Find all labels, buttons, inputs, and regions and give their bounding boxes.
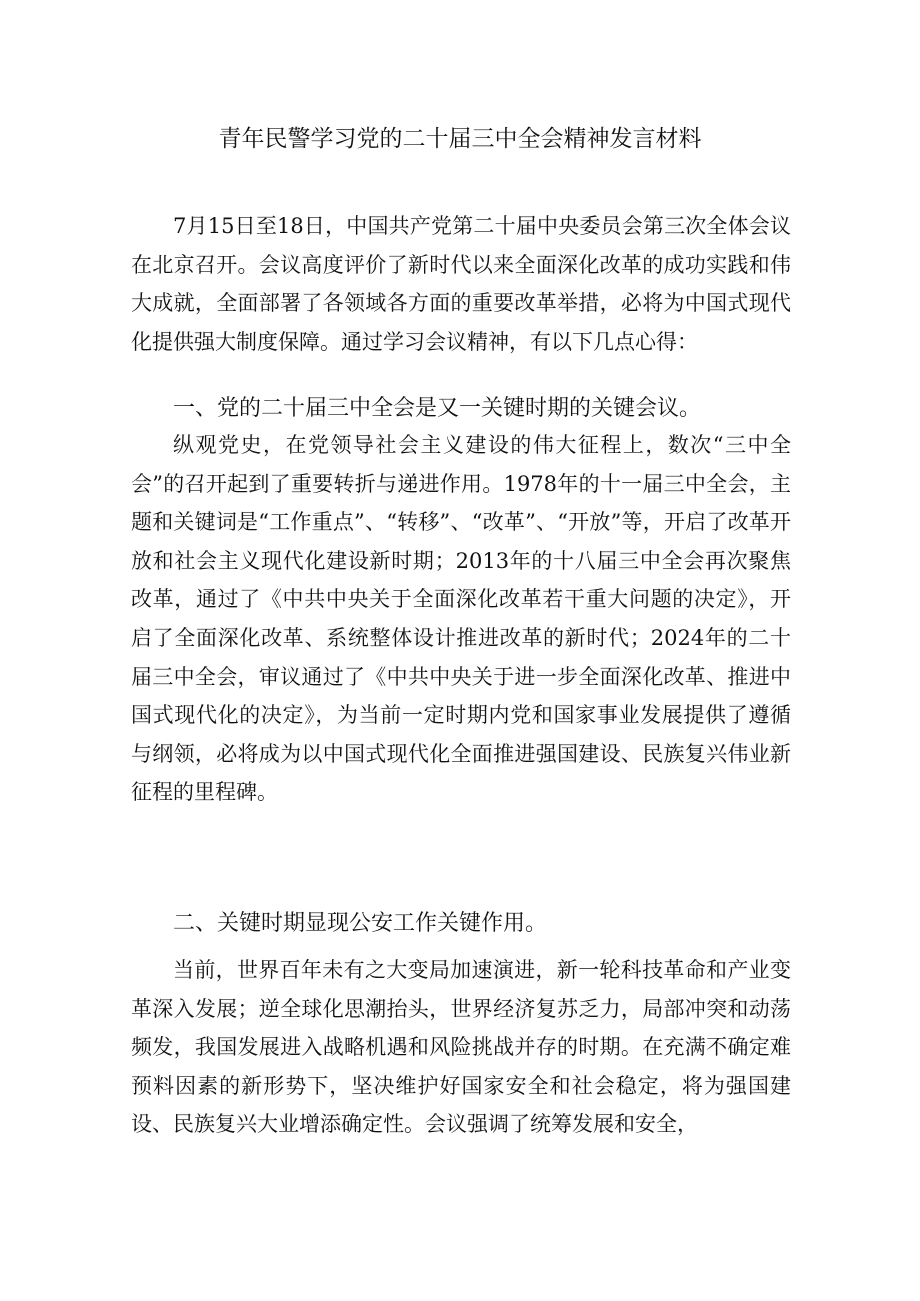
- section-heading-1: 一、党的二十届三中全会是又一关键时期的关键会议。: [173, 396, 702, 421]
- paragraph-intro: 7月15日至18日，中国共产党第二十届中央委员会第三次全体会议在北京召开。会议高度评价了新时代以来全面深化改革的成功实践和伟大成就，全面部署了各领域各方面的重要改革举措，必将为中国式现代化提供强大制度保障。通过学习会议精神，有以下几点心得：: [131, 214, 791, 354]
- paragraph-history: 纵观党史，在党领导社会主义建设的伟大征程上，数次“三中全会”的召开起到了重要转折与递进作用。1978年的十一届三中全会，主题和关键词是“工作重点”、“转移”、“改革”、“开放”等，开启了改革开放和社会主义现代化建设新时期；2013年的十八届三中全会再次聚焦改革，通过了《中共中央关于全面深化改革若干重大问题的决定》，开启了全面深化改革、系统整体设计推进改革的新时代；2024年的二十届三中全会，审议通过了《中共中央关于进一步全面深化改革、推进中国式现代化的决定》，为当前一定时期内党和国家事业发展提供了遵循与纲领，必将成为以中国式现代化全面推进强国建设、民族复兴伟业新征程的里程碑。: [131, 433, 791, 805]
- document-title: 青年民警学习党的二十届三中全会精神发言材料: [218, 126, 702, 152]
- paragraph-current-situation: 当前，世界百年未有之大变局加速演进，新一轮科技革命和产业变革深入发展；逆全球化思潮抬头，世界经济复苏乏力，局部冲突和动荡频发，我国发展进入战略机遇和风险挑战并存的时期。在充满不确定难预料因素的新形势下，坚决维护好国家安全和社会稳定，将为强国建设、民族复兴大业增添确定性。会议强调了统筹发展和安全，: [131, 958, 791, 1137]
- section-heading-2: 二、关键时期显现公安工作关键作用。: [173, 911, 548, 936]
